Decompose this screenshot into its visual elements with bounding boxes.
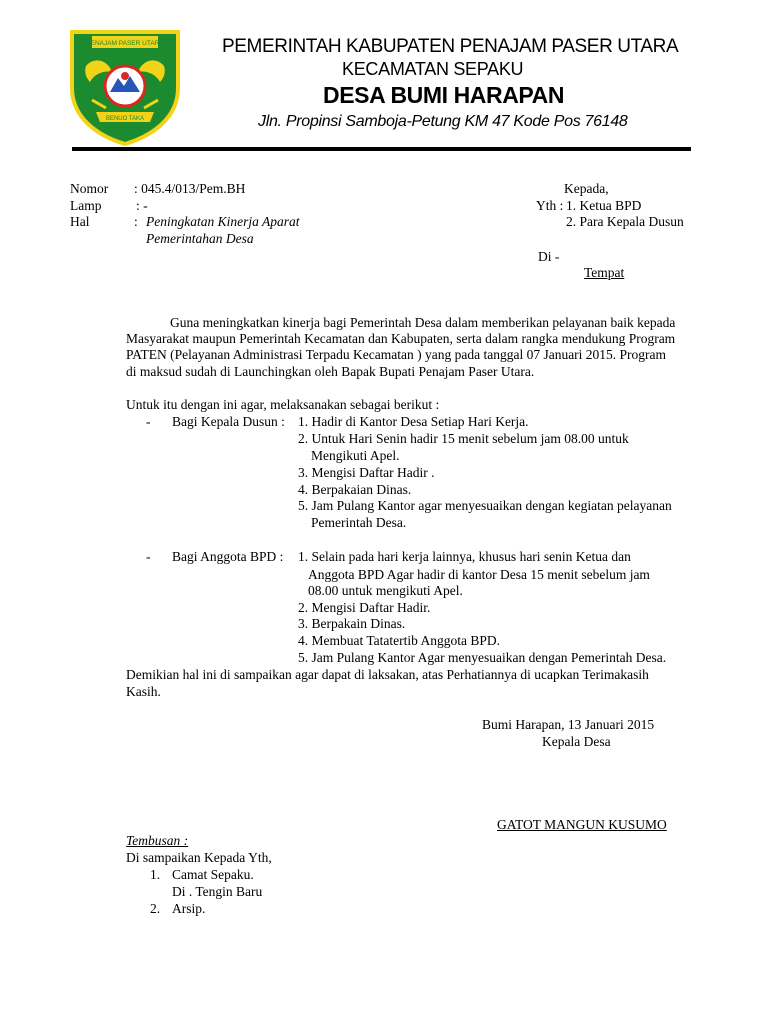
bpd-item: 2. Mengisi Daftar Hadir. <box>298 600 431 615</box>
kadus-item: 2. Untuk Hari Senin hadir 15 menit sebelum jam 08.00 untuk <box>298 431 629 446</box>
nomor-value: : 045.4/013/Pem.BH <box>134 181 246 196</box>
kadus-item: 5. Jam Pulang Kantor agar menyesuaikan dengan kegiatan pelayanan <box>298 498 672 513</box>
kadus-item: Mengikuti Apel. <box>311 448 400 463</box>
kadus-item: 1. Hadir di Kantor Desa Setiap Hari Kerja. <box>298 414 529 429</box>
lamp-label: Lamp <box>70 198 102 213</box>
hal-colon: : <box>134 214 138 229</box>
signature-place-date: Bumi Harapan, 13 Januari 2015 <box>482 717 655 732</box>
bpd-item: 1. Selain pada hari kerja lainnya, khusus hari senin Ketua dan <box>298 549 631 564</box>
hal-value-2: Pemerintahan Desa <box>146 231 254 246</box>
body-line: Masyarakat maupun Pemerintah Kecamatan dan Kabupaten, serta dalam rangka mendukung Program <box>126 331 676 346</box>
lamp-value: : - <box>136 198 148 213</box>
logo-top-text: PENAJAM PASER UTARA <box>86 40 164 47</box>
tempat-label: Tempat <box>584 265 625 280</box>
hal-value-1: Peningkatan Kinerja Aparat <box>146 214 300 229</box>
hal-label: Hal <box>70 214 90 229</box>
bpd-label: Bagi Anggota BPD : <box>172 549 284 564</box>
di-label: Di - <box>538 249 560 264</box>
header-government: PEMERINTAH KABUPATEN PENAJAM PASER UTARA <box>222 36 679 57</box>
header-divider <box>72 147 691 151</box>
list-dash: - <box>146 549 151 564</box>
kadus-label: Bagi Kepala Dusun : <box>172 414 285 429</box>
tembusan-intro: Di sampaikan Kepada Yth, <box>126 850 272 865</box>
instruction-intro: Untuk itu dengan ini agar, melaksanakan sebagai berikut : <box>126 397 440 412</box>
body-line: PATEN (Pelayanan Administrasi Terpadu Kecamatan ) yang pada tanggal 07 Januari 2015. Program <box>126 347 667 362</box>
kadus-item: 4. Berpakaian Dinas. <box>298 482 412 497</box>
logo-bottom-text: BENUO TAKA <box>105 116 145 122</box>
nomor-label: Nomor <box>70 181 109 196</box>
kadus-item: Pemerintah Desa. <box>311 515 407 530</box>
bpd-item: Anggota BPD Agar hadir di kantor Desa 15 menit sebelum jam <box>308 567 650 582</box>
body-line: Guna meningkatkan kinerja bagi Pemerintah Desa dalam memberikan pelayanan baik kepada <box>170 315 676 330</box>
kepada-label: Kepada, <box>564 181 609 196</box>
regency-logo <box>66 26 184 146</box>
yth-label: Yth : <box>536 198 564 213</box>
tembusan-heading: Tembusan : <box>126 833 189 848</box>
tembusan-item: Arsip. <box>172 901 206 916</box>
signature-title: Kepala Desa <box>542 734 611 749</box>
tembusan-item: Camat Sepaku. <box>172 867 254 882</box>
tembusan-number: 1. <box>150 867 161 882</box>
bpd-item: 4. Membuat Tatatertib Anggota BPD. <box>298 633 501 648</box>
body-line: di maksud sudah di Launchingkan oleh Bapak Bupati Penajam Paser Utara. <box>126 364 535 379</box>
bpd-item: 3. Berpakain Dinas. <box>298 616 406 631</box>
recipient-item-2: 2. Para Kepala Dusun <box>566 214 684 229</box>
tembusan-number: 2. <box>150 901 161 916</box>
header-district: KECAMATAN SEPAKU <box>342 59 524 79</box>
header-village: DESA BUMI HARAPAN <box>323 82 565 108</box>
list-dash: - <box>146 414 151 429</box>
tembusan-item-sub: Di . Tengin Baru <box>172 884 263 899</box>
recipient-item-1: 1. Ketua BPD <box>566 198 642 213</box>
bpd-item: 08.00 untuk mengikuti Apel. <box>308 583 463 598</box>
kadus-item: 3. Mengisi Daftar Hadir . <box>298 465 435 480</box>
closing-line: Demikian hal ini di sampaikan agar dapat di laksakan, atas Perhatiannya di ucapkan Terimakasih <box>126 667 649 682</box>
closing-line: Kasih. <box>126 684 161 699</box>
bpd-item: 5. Jam Pulang Kantor Agar menyesuaikan dengan Pemerintah Desa. <box>298 650 667 665</box>
signature-name: GATOT MANGUN KUSUMO <box>497 817 667 832</box>
header-address: Jln. Propinsi Samboja-Petung KM 47 Kode Pos 76148 <box>258 113 628 130</box>
